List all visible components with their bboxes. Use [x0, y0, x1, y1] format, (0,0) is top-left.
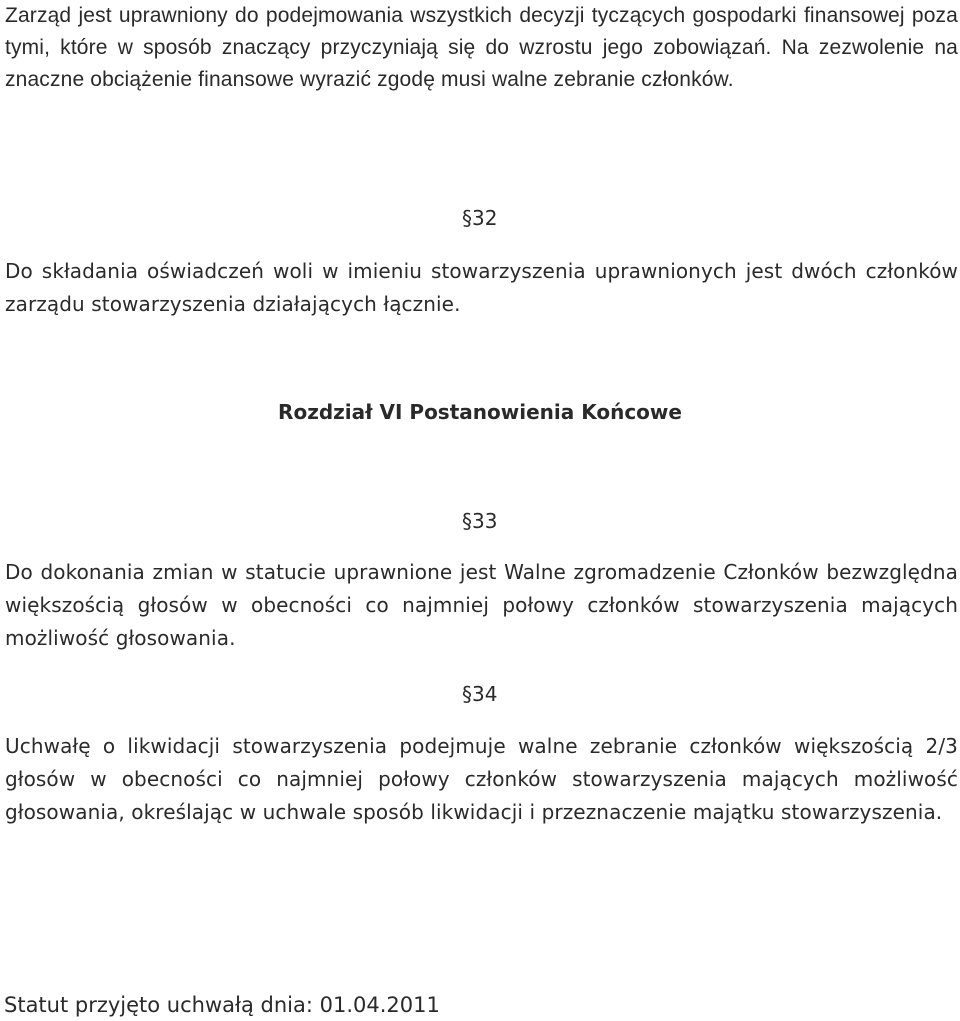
- section-34-paragraph: Uchwałę o likwidacji stowarzyszenia podejmuje walne zebranie członków większością 2/3 głosów w obecności co najmniej połowy członków stowarzyszenia mających możliwość głosowania, określając w uchwale sposób likwidacji i przeznaczenie majątku stowarzyszenia.: [5, 734, 958, 824]
- chapter-title: Rozdział VI Postanowienia Końcowe: [278, 400, 682, 424]
- statute-adoption-date: Statut przyjęto uchwałą dnia: 01.04.2011: [4, 993, 440, 1017]
- section-33-heading: §33: [462, 509, 498, 533]
- section-34-heading: §34: [462, 682, 498, 706]
- section-32-heading: §32: [462, 206, 498, 230]
- section-32-paragraph: Do składania oświadczeń woli w imieniu stowarzyszenia uprawnionych jest dwóch członków zarządu stowarzyszenia działających łącznie.: [5, 259, 958, 316]
- intro-paragraph: Zarząd jest uprawniony do podejmowania wszystkich decyzji tyczących gospodarki finansowej poza tymi, które w sposób znaczący przyczyniają się do wzrostu jego zobowiązań. Na zezwolenie na znaczne obciążenie finansowe wyrazić zgodę musi walne zebranie członków.: [5, 4, 958, 91]
- section-33-paragraph: Do dokonania zmian w statucie uprawnione jest Walne zgromadzenie Członków bezwzględna większością głosów w obecności co najmniej połowy członków stowarzyszenia mających możliwość głosowania.: [5, 560, 958, 650]
